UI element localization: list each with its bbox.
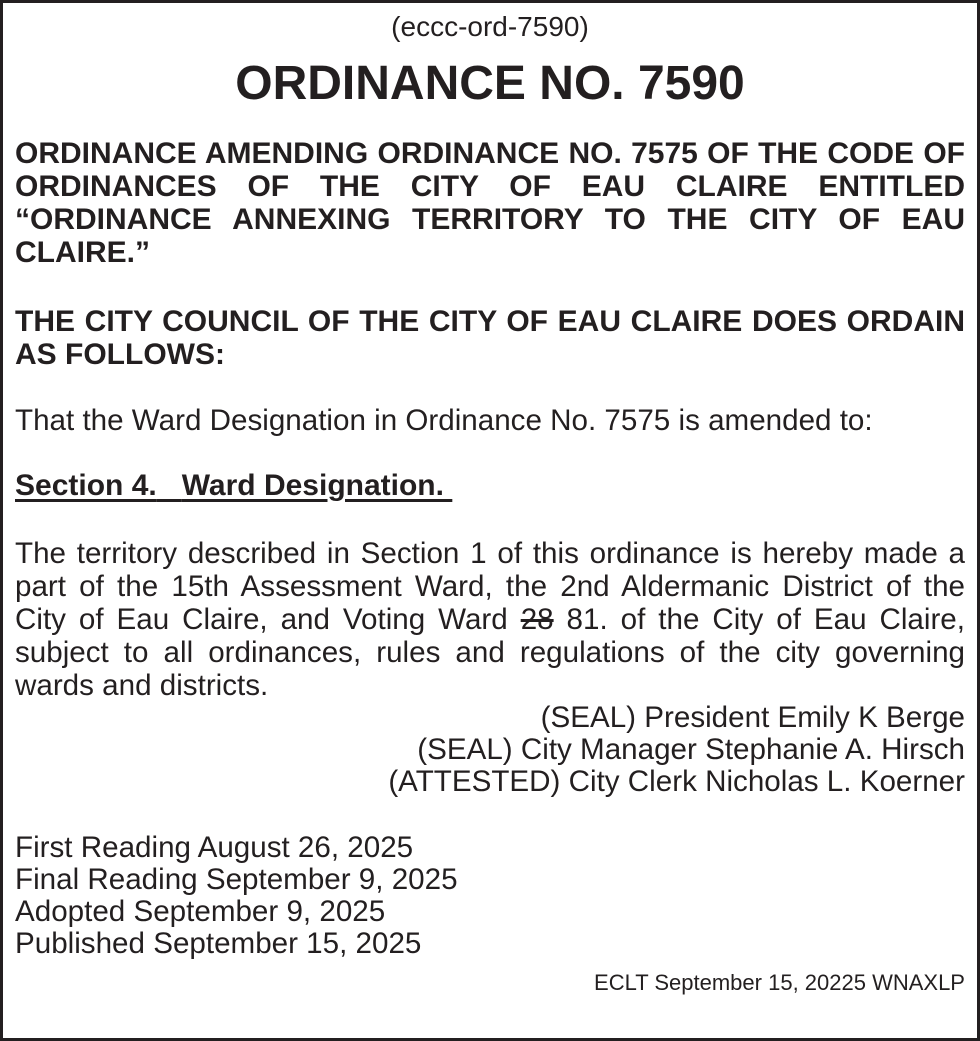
- date-line: Final Reading September 9, 2025: [15, 863, 458, 896]
- signature-block: [15, 702, 965, 798]
- section-number: Section 4.: [15, 469, 157, 502]
- date-line: First Reading August 26, 2025: [15, 831, 414, 864]
- ward-designation-text: [15, 537, 965, 702]
- ordinance-heading: ORDINANCE AMENDING ORDINANCE NO. 7575 OF THE CODE OF ORDINANCES OF THE CITY OF EAU CLAIRE ENTITLED “ORDINANCE ANNEXING TERRITORY TO THE CITY OF EAU CLAIRE.”: [15, 137, 965, 269]
- signature-line: (SEAL) President Emily K Berge: [540, 701, 965, 734]
- body-text-end: 81. of the City of Eau Claire, subject to all ordinances, rules and regulations of the city governing wards and districts.: [15, 603, 965, 702]
- body-text-start: The territory described in Section 1 of this ordinance is hereby made a part of the 15th Assessment Ward, the 2nd Aldermanic District of the City of Eau Claire, and Voting Ward: [15, 537, 965, 636]
- notice-reference: (eccc-ord-7590): [391, 11, 589, 42]
- signature-line: (SEAL) City Manager Stephanie A. Hirsch: [417, 733, 965, 766]
- ordinance-title: ORDINANCE NO. 7590: [235, 57, 745, 110]
- date-line: Adopted September 9, 2025: [15, 895, 386, 928]
- section-title: Ward Designation.: [181, 469, 453, 502]
- struck-ward-number: 28: [520, 603, 554, 636]
- date-line: Published September 15, 2025: [15, 927, 422, 960]
- council-statement: THE CITY COUNCIL OF THE CITY OF EAU CLAIRE DOES ORDAIN AS FOLLOWS:: [15, 305, 965, 371]
- section-heading: [15, 468, 965, 504]
- amendment-intro: That the Ward Designation in Ordinance No. 7575 is amended to:: [15, 404, 873, 437]
- reading-dates: [15, 832, 965, 960]
- publication-footer: ECLT September 15, 20225 WNAXLP: [594, 970, 965, 995]
- signature-line: (ATTESTED) City Clerk Nicholas L. Koerner: [388, 765, 965, 798]
